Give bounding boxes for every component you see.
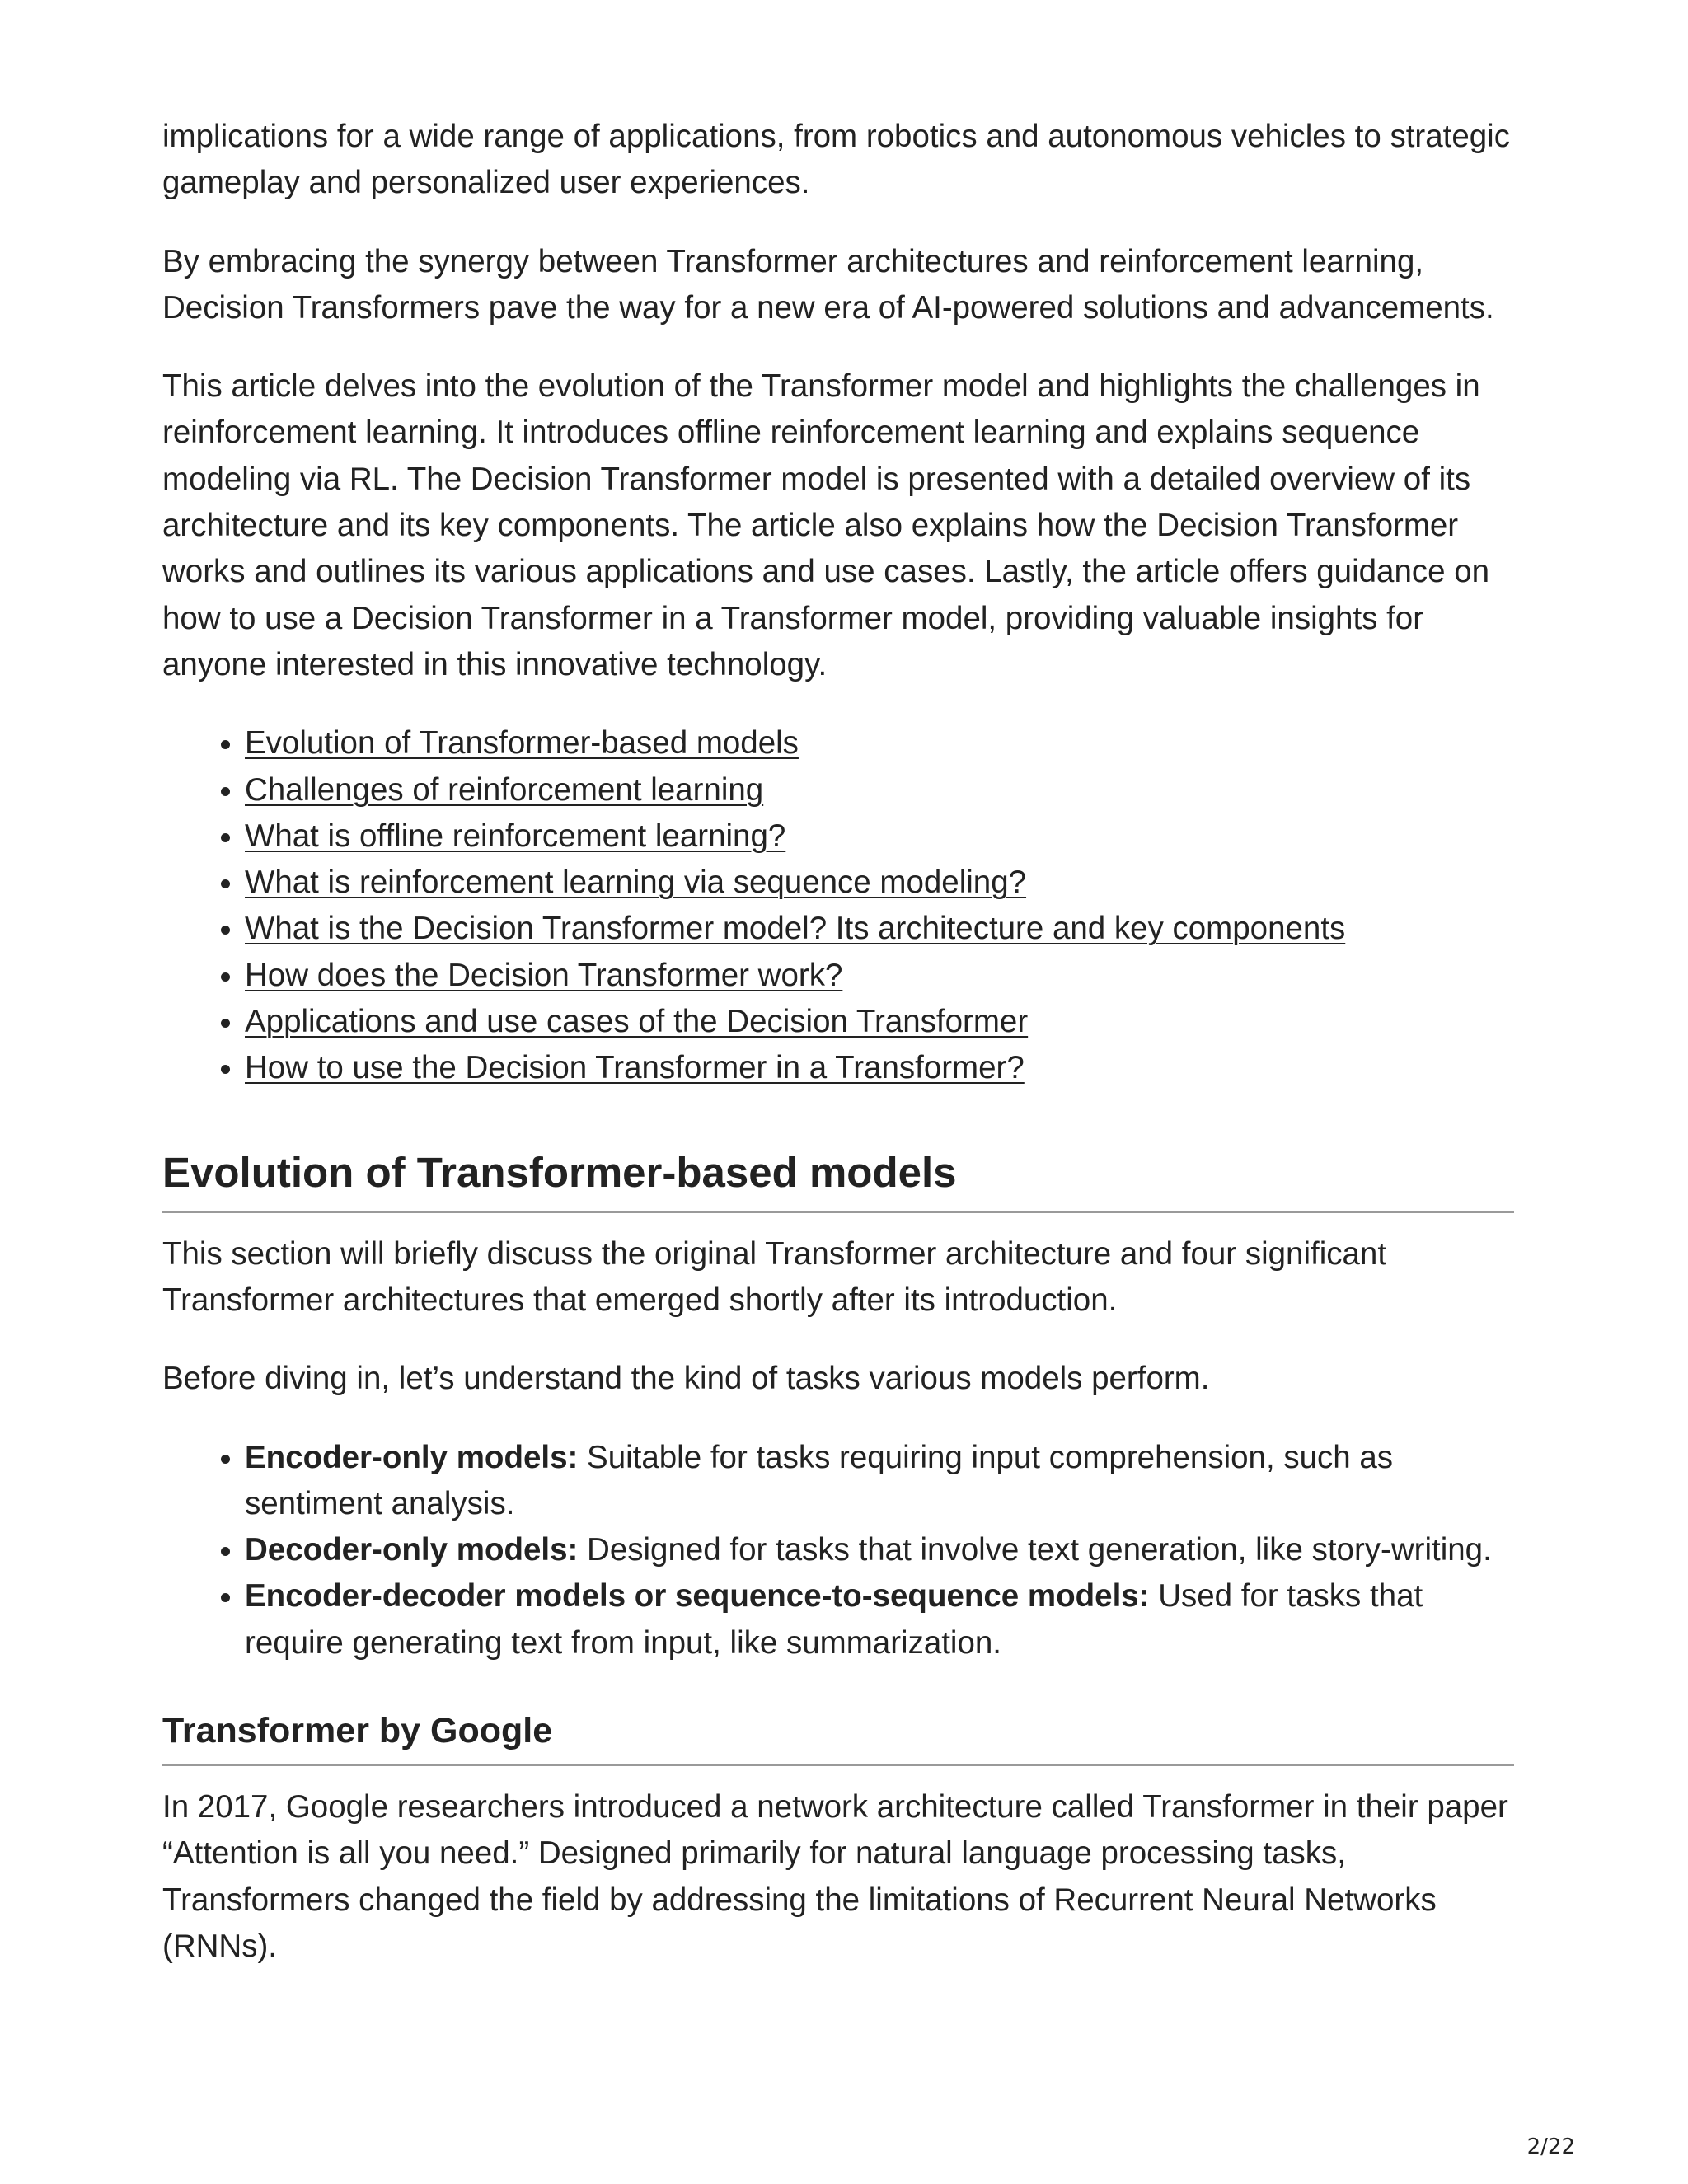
model-type-term: Decoder-only models: (245, 1532, 579, 1568)
model-type-term: Encoder-only models: (245, 1439, 579, 1475)
model-types-list (162, 1435, 1514, 1666)
toc-item (245, 999, 1514, 1045)
section-heading-google: Transformer by Google (162, 1708, 1514, 1766)
toc-item (245, 813, 1514, 860)
model-type-description: Suitable for tasks requiring input comprehension, such as sentiment analysis. (245, 1439, 1394, 1521)
toc-item (245, 720, 1514, 766)
toc-link-sequence-modeling[interactable]: What is reinforcement learning via sequence modeling? (245, 865, 1027, 901)
toc-item (245, 860, 1514, 906)
model-type-description: Designed for tasks that involve text generation, like story-writing. (578, 1532, 1492, 1568)
toc-link-evolution[interactable]: Evolution of Transformer-based models (245, 725, 799, 762)
toc-link-how-it-works[interactable]: How does the Decision Transformer work? (245, 957, 843, 993)
google-paragraph: In 2017, Google researchers introduced a network architecture called Transformer in their paper “Attention is all you need.” Designed primarily for natural language processing tasks, Transformers changed the field by addressing the limitations of Recurrent Neural Networks (RNNs). (162, 1789, 1508, 1964)
intro-paragraph-2: By embracing the synergy between Transformer architectures and reinforcement learning, Decision Transformers pave the way for a new era of AI-powered solutions and advancements. (162, 243, 1494, 326)
table-of-contents (162, 720, 1514, 1091)
list-item (245, 1573, 1514, 1666)
toc-item (245, 767, 1514, 813)
article-body (162, 114, 1514, 2002)
model-type-description: Used for tasks that require generating text from input, like summarization. (245, 1578, 1423, 1661)
toc-item (245, 1045, 1514, 1091)
evolution-paragraph-1: This section will briefly discuss the original Transformer architecture and four significant Transformer architectures that emerged shortly after its introduction. (162, 1235, 1387, 1318)
toc-link-applications[interactable]: Applications and use cases of the Decision Transformer (245, 1004, 1029, 1040)
intro-paragraph-3: This article delves into the evolution of the Transformer model and highlights the challenges in reinforcement learning. It introduces offline reinforcement learning and explains sequence modeling via RL. The Decision Transformer model is presented with a detailed overview of its architecture and its key components. The article also explains how the Decision Transformer works and outlines its various applications and use cases. Lastly, the article offers guidance on how to use a Decision Transformer in a Transformer model, providing valuable insights for anyone interested in this innovative technology. (162, 368, 1490, 682)
evolution-paragraph-2: Before diving in, let’s understand the kind of tasks various models perform. (162, 1361, 1210, 1397)
list-item (245, 1527, 1514, 1573)
list-item (245, 1435, 1514, 1528)
toc-link-challenges[interactable]: Challenges of reinforcement learning (245, 771, 764, 808)
model-type-term: Encoder-decoder models or sequence-to-sequence models: (245, 1578, 1150, 1615)
toc-link-decision-transformer-model[interactable]: What is the Decision Transformer model? Its architecture and key components (245, 911, 1346, 947)
toc-link-offline-rl[interactable]: What is offline reinforcement learning? (245, 818, 786, 854)
intro-paragraph-1: implications for a wide range of applications, from robotics and autonomous vehicles to strategic gameplay and personalized user experiences. (162, 119, 1510, 201)
toc-link-how-to-use[interactable]: How to use the Decision Transformer in a Transformer? (245, 1050, 1025, 1086)
toc-item (245, 953, 1514, 999)
page-number: 2/22 (1526, 2135, 1575, 2159)
toc-item (245, 906, 1514, 952)
section-heading-evolution: Evolution of Transformer-based models (162, 1146, 1514, 1213)
